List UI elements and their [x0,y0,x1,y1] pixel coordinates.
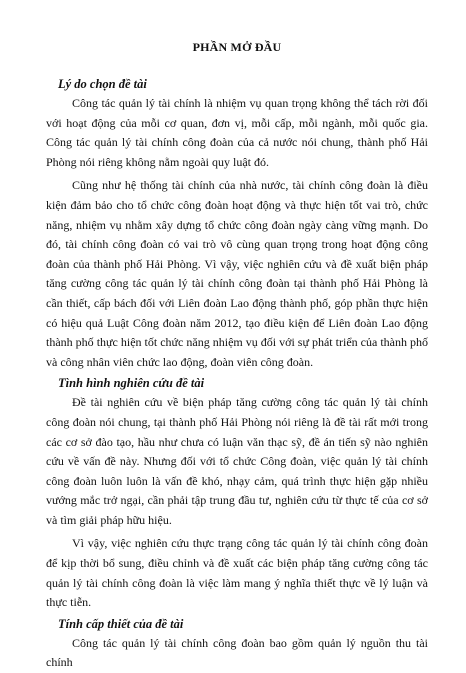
section-heading-reason: Lý do chọn đề tài [58,77,147,91]
paragraph: Công tác quản lý tài chính công đoàn bao gồm quản lý nguồn thu tài chính [46,635,428,670]
section-urgency [46,617,428,673]
paragraph: Công tác quản lý tài chính là nhiệm vụ quan trọng không thể tách rời đối với hoạt động của mỗi cơ quan, đơn vị, mỗi cấp, mỗi ngành, mỗi quốc gia. Công tác quản lý tài chính công đoàn của cả nước nói chung, thành phố Hải Phòng nói riêng không nằm ngoài quy luật đó. [46,96,428,169]
paragraph: Đề tài nghiên cứu về biện pháp tăng cường công tác quản lý tài chính công đoàn nói chung, tại thành phố Hải Phòng nói riêng là đề tài rất mới trong các cơ sở đào tạo, hầu như chưa có luận văn thạc sỹ, đề án tiến sỹ nào nghiên cứu về vấn đề này. Nhưng đối với tổ chức Công đoàn, việc quản lý tài chính công đoàn luôn luôn là vấn đề khó, nhạy cảm, quá trình thực hiện gặp nhiều vướng mắc trở ngại, cần phải tập trung đầu tư, nghiên cứu từ thực tế của cơ sở và tìm giải pháp hữu hiệu. [46,395,428,527]
section-research-status [46,376,428,613]
paragraph: Vì vậy, việc nghiên cứu thực trạng công tác quản lý tài chính công đoàn để kịp thời bổ sung, điều chỉnh và đề xuất các biện pháp tăng cường công tác quản lý tài chính công đoàn là việc làm mang ý nghĩa thiết thực về lý luận và thực tiễn. [46,536,428,610]
paragraph: Cũng như hệ thống tài chính của nhà nước, tài chính công đoàn là điều kiện đảm bảo cho tổ chức công đoàn hoạt động và thực hiện tốt vai trò, chức năng, nhiệm vụ nhằm xây dựng tổ chức công đoàn ngày càng vững mạnh. Do đó, tài chính công đoàn có vai trò vô cùng quan trọng trong hoạt động công đoàn của thành phố Hải Phòng. Vì vậy, việc nghiên cứu và đề xuất biện pháp tăng cường công tác quản lý tài chính công đoàn tại thành phố Hải Phòng là cần thiết, cấp bách đối với Liên đoàn Lao động thành phố, góp phần thực hiện có hiệu quả Luật Công đoàn năm 2012, tạo điều kiện để Liên đoàn Lao động thành phố thực hiện tốt chức năng nhiệm vụ đối với sự phát triển của thành phố và công nhân viên chức lao động, đoàn viên công đoàn. [46,178,428,369]
section-heading-research-status: Tình hình nghiên cứu đề tài [58,376,205,391]
section-reason [46,77,428,372]
page-title: PHẦN MỞ ĐẦU [192,40,282,54]
section-heading-urgency: Tính cấp thiết của đề tài [58,616,184,631]
